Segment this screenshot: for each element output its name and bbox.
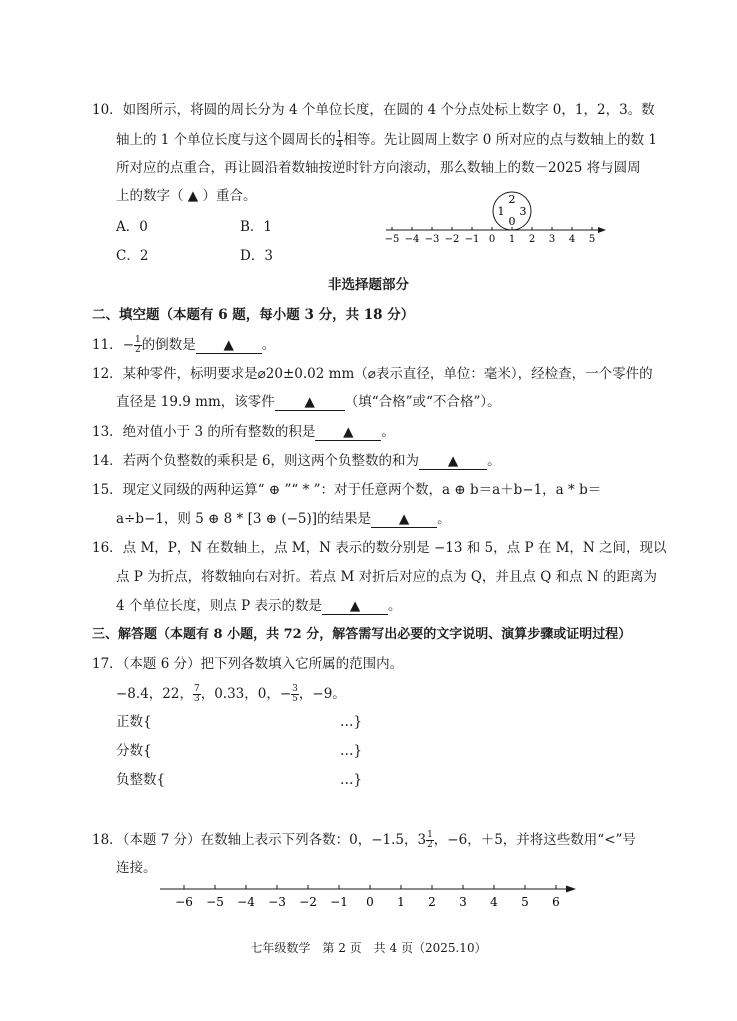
q12-line1: 12．某种零件，标明要求是⌀20±0.02 mm（⌀表示直径，单位：毫米），经检查，一个零件的: [92, 366, 653, 382]
q13-text: 13．绝对值小于 3 的所有整数的积是: [92, 424, 316, 440]
q18-axis-tick-label: −2: [299, 895, 317, 909]
q10-axis-tick-label: 0: [488, 234, 496, 245]
q15-line2: [116, 509, 451, 529]
q13-end: 。: [381, 424, 395, 440]
q10-circle-label-0: 0: [508, 215, 516, 228]
q10-frac-num: 1: [336, 130, 343, 140]
q11-end: 。: [261, 337, 276, 353]
q10-line2-end: 相等。先让圆周上数字 0 所对应的点与数轴上的数 1: [343, 132, 657, 148]
q10-line3: 所对应的点重合，再让圆沿着数轴按逆时针方向滚动，那么数轴上的数－2025 将与圆周: [116, 160, 641, 176]
q17-category-positive: 正数{: [116, 714, 152, 730]
q18-line1-end: ，−6，＋5，并将这些数用“<”号: [433, 832, 636, 848]
q18-axis-tick-label: −4: [237, 895, 255, 909]
q16-end: 。: [388, 598, 402, 614]
q14-text: 14．若两个负整数的乘积是 6，则这两个负整数的和为: [92, 453, 420, 469]
q11-fraction: [134, 336, 142, 355]
q13-answer-blank: ▲: [315, 424, 381, 441]
q11-minus: −: [122, 337, 134, 353]
q11-answer-blank: ▲: [196, 337, 262, 354]
q18-axis-tick-label: 5: [521, 895, 529, 909]
q11-number: 11．: [92, 337, 123, 353]
q18-axis-tick-label: 0: [366, 895, 374, 909]
q11: [92, 335, 275, 355]
q16-line1: 16．点 M，P，N 在数轴上，点 M，N 表示的数分别是 −13 和 5，点 P 在 M，N 之间，现以: [92, 540, 667, 556]
q17-category-negint: 负整数{: [116, 772, 166, 788]
q17-line1: 17．（本题 6 分）把下列各数填入它所属的范围内。: [92, 656, 404, 672]
q16-line3: [116, 596, 402, 616]
q10-line2: [116, 130, 657, 150]
q11-text: 的倒数是: [141, 337, 196, 353]
q10-axis-tick-label: −3: [424, 234, 440, 245]
q18-frac-num: 1: [427, 830, 433, 840]
q15-answer-blank: ▲: [371, 511, 437, 528]
q16-line3-start: 4 个单位长度，则点 P 表示的数是: [116, 598, 323, 614]
q17-category-fraction-close: …}: [340, 743, 363, 759]
q12-answer-blank: ▲: [275, 394, 345, 411]
q10-axis-tick-label: 2: [528, 234, 536, 245]
q11-frac-num: 1: [135, 335, 141, 345]
q10-option-a: A．0: [116, 219, 148, 235]
section-nonchoice-heading: 非选择题部分: [328, 277, 409, 293]
q17-nums-c: ，−9。: [298, 686, 346, 702]
q10-option-b: B．1: [240, 219, 273, 235]
q18-axis-tick-label: 3: [459, 895, 467, 909]
q18-axis-tick-label: 4: [490, 895, 498, 909]
q18-axis-tick-label: −3: [268, 895, 286, 909]
q18-axis-tick-label: 2: [428, 895, 436, 909]
q15-line2-start: a÷b−1，则 5 ⊕ 8 * [3 ⊕ (−5)]的结果是: [116, 511, 372, 527]
q14: [92, 451, 501, 471]
page-footer: 七年级数学 第 2 页 共 4 页（2025.10）: [250, 941, 487, 955]
q10-option-c: C．2: [116, 248, 149, 264]
q10-option-d: D．3: [240, 248, 273, 264]
q16-answer-blank: ▲: [322, 598, 388, 615]
q14-end: 。: [487, 453, 501, 469]
q10-frac-den: 4: [336, 140, 343, 150]
q10-figure: [380, 188, 610, 250]
q10-line4: 上的数字（ ▲ ）重合。: [116, 188, 257, 204]
q17-frac1-num: 7: [193, 684, 200, 694]
q14-answer-blank: ▲: [419, 453, 487, 470]
section2-heading: 二、填空题（本题有 6 题，每小题 3 分，共 18 分）: [92, 307, 415, 323]
q17-nums-a: −8.4，22，: [116, 686, 193, 702]
q17-fraction-2: [291, 685, 299, 704]
q10-axis-tick-label: 1: [508, 234, 516, 245]
q17-frac2-den: 5: [292, 694, 298, 704]
q18-line2: 连接。: [116, 860, 157, 876]
q10-axis-tick-label: −5: [384, 234, 400, 245]
q10-circle-label-3: 3: [519, 205, 527, 218]
q12-line2: [116, 392, 501, 412]
q17-category-positive-close: …}: [340, 714, 363, 730]
q17-category-negint-close: …}: [340, 772, 363, 788]
q18-mixed-fraction: [426, 831, 434, 850]
q17-nums-b: ，0.33，0，−: [200, 686, 292, 702]
q18-number-line: [150, 880, 580, 912]
q17-category-fraction: 分数{: [116, 743, 152, 759]
q10-circle-label-2: 2: [508, 193, 516, 206]
q10-axis-arrow: [598, 227, 606, 233]
q10-line2-start: 轴上的 1 个单位长度与这个圆周长的: [116, 132, 336, 148]
q10-axis-tick-label: −2: [444, 234, 460, 245]
q16-line2: 点 P 为折点，将数轴向右对折。若点 M 对折后对应的点为 Q，并且点 Q 和点 N 的距离为: [116, 569, 657, 585]
q18-axis-tick-label: 1: [397, 895, 405, 909]
q17-numbers: [116, 684, 346, 704]
section3-heading: 三、解答题（本题有 8 小题，共 72 分，解答需写出必要的文字说明、演算步骤或证明过程）: [92, 627, 632, 642]
q18-axis-tick-label: −6: [175, 895, 193, 909]
q10-axis-tick-label: 5: [588, 234, 596, 245]
q13: [92, 422, 395, 442]
q10-axis-tick-label: 4: [568, 234, 576, 245]
q11-frac-den: 2: [135, 345, 141, 355]
q17-fraction-1: [193, 685, 201, 704]
q18-line1-start: 18．（本题 7 分）在数轴上表示下列各数：0，−1.5，3: [92, 832, 427, 848]
q15-end: 。: [437, 511, 451, 527]
q12-line2-end: （填“合格”或“不合格”）。: [344, 394, 501, 410]
q18-axis-tick-label: −5: [206, 895, 224, 909]
q12-line2-start: 直径是 19.9 mm，该零件: [116, 394, 275, 410]
q18-axis-tick-label: 6: [552, 895, 560, 909]
q10-axis-tick-label: −4: [404, 234, 420, 245]
q15-line1: 15．现定义同级的两种运算“ ⊕ ”“ * ”：对于任意两个数，a ⊕ b＝a＋b−1，a * b＝: [92, 482, 602, 498]
q18-frac-den: 2: [427, 840, 433, 850]
q17-frac1-den: 3: [193, 694, 200, 704]
q10-circle-label-1: 1: [497, 205, 505, 218]
q17-frac2-num: 3: [292, 684, 298, 694]
q10-axis-tick-label: 3: [548, 234, 556, 245]
q18-line1: [92, 830, 636, 850]
q10-axis-tick-label: −1: [464, 234, 480, 245]
q18-axis-tick-label: −1: [330, 895, 348, 909]
q10-line1: 10．如图所示，将圆的周长分为 4 个单位长度，在圆的 4 个分点处标上数字 0，1，2，3。数: [92, 102, 655, 118]
q18-axis-arrow: [566, 886, 576, 893]
